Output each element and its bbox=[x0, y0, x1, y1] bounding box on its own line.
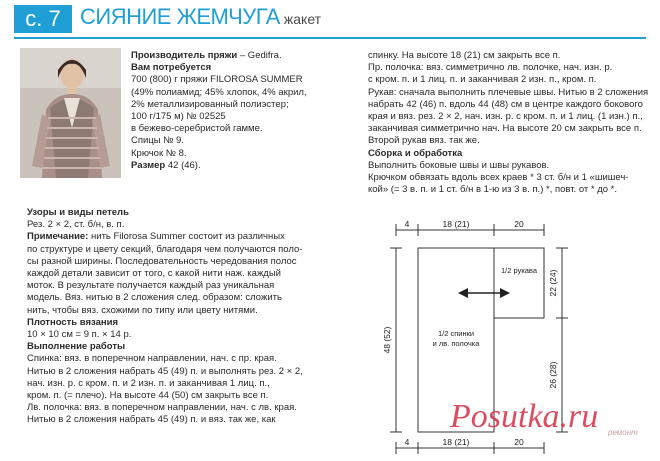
left-text-line-text: по структуре и цвету секций, благодаря чем получаются поло- bbox=[27, 243, 303, 255]
left-text-line-text: моток. В результате получается каждый раз уникальная bbox=[27, 280, 275, 292]
materials-line bbox=[131, 99, 307, 111]
right-text-line bbox=[368, 99, 648, 111]
left-text-line-text: Лв. полочка: вяз. в поперечном направлении, нач. с лв. края. bbox=[27, 402, 297, 414]
bottom-dim-1: 4 bbox=[404, 437, 410, 447]
height-dim: 48 (52) bbox=[382, 326, 392, 354]
right-text-line bbox=[368, 135, 648, 147]
right-text-line-text: заканчивая симметрично нач. На высоте 20 см закрыть все п. bbox=[368, 123, 642, 135]
left-text-line bbox=[27, 292, 303, 304]
materials-line bbox=[131, 148, 307, 160]
bottom-dim-3: 20 bbox=[514, 437, 524, 447]
right-text-line-text: Пр. полочка: вяз. симметрично лв. полочке, нач. изн. р. bbox=[368, 62, 613, 74]
right-text-line bbox=[368, 87, 648, 99]
body-label-2: и лв. полочка bbox=[432, 339, 480, 348]
watermark: Posutka.ru bbox=[450, 398, 599, 435]
left-text-line bbox=[27, 207, 303, 219]
article-subtitle: жакет bbox=[283, 11, 322, 27]
right-text-line bbox=[368, 184, 648, 196]
left-text-line bbox=[27, 268, 303, 280]
materials-line-text: 100 г/175 м) № 02525 bbox=[131, 111, 226, 123]
left-text-line-text: кром. п. (= плечо). На высоте 44 (50) см закрыть все п. bbox=[27, 390, 269, 402]
materials-line-text: (49% полиамид; 45% хлопок, 4% акрил, bbox=[131, 86, 307, 98]
model-photo-illustration bbox=[20, 48, 121, 178]
materials-line-text: 42 (46). bbox=[165, 159, 201, 171]
left-text-line-text: нить, чтобы вяз. схожими по типу или цвету нитями. bbox=[27, 304, 258, 316]
left-text-line bbox=[27, 280, 303, 292]
right-text-line bbox=[368, 172, 648, 184]
right-text-line-text: Второй рукав вяз. так же. bbox=[368, 135, 480, 147]
sleeve-height-dim: 22 (24) bbox=[548, 269, 558, 297]
materials-line-text: Крючок № 8. bbox=[131, 147, 187, 159]
lower-height-dim: 26 (28) bbox=[548, 361, 558, 389]
left-text-line bbox=[27, 353, 303, 365]
materials-line bbox=[131, 123, 307, 135]
right-text-line-text: Выполнить боковые швы и швы рукавов. bbox=[368, 159, 550, 171]
left-text-line-text: Нитью в 2 сложения набрать 45 (49) п. и вяз. так же, как bbox=[27, 414, 276, 426]
left-text-line-text: сы разной ширины. Последовательность чередования полос bbox=[27, 255, 297, 267]
materials-line-text: Спицы № 9. bbox=[131, 135, 184, 147]
left-text-line bbox=[27, 317, 303, 329]
body-label-1: 1/2 спинки bbox=[437, 329, 475, 338]
model-photo bbox=[20, 48, 121, 178]
materials-line-heading: Вам потребуется bbox=[131, 62, 212, 74]
left-text-line-heading: Примечание: bbox=[27, 231, 89, 243]
title-text: СИЯНИЕ ЖЕМЧУГА bbox=[80, 4, 280, 29]
materials-block bbox=[131, 50, 307, 172]
right-text-line bbox=[368, 160, 648, 172]
materials-line bbox=[131, 62, 307, 74]
header-divider bbox=[14, 37, 646, 39]
materials-line bbox=[131, 111, 307, 123]
right-text-line bbox=[368, 50, 648, 62]
left-text-line bbox=[27, 366, 303, 378]
materials-line bbox=[131, 135, 307, 147]
instructions-right bbox=[368, 50, 648, 196]
right-text-line-text: с кром. п. и 1 лиц. п. и заканчивая 2 изн. п., кром. п. bbox=[368, 74, 597, 86]
page-number-badge: с. 7 bbox=[14, 5, 72, 33]
left-text-line bbox=[27, 231, 303, 243]
left-text-line bbox=[27, 378, 303, 390]
right-text-line-text: набрать 42 (46) п. вдоль 44 (48) см в центре каждого бокового bbox=[368, 98, 643, 110]
left-text-line-heading: Узоры и виды петель bbox=[27, 207, 129, 218]
watermark-small: ремонт bbox=[608, 428, 638, 437]
materials-line-text: 2% металлизированный полиэстер; bbox=[131, 98, 289, 110]
sleeve-piece-outline bbox=[494, 248, 544, 318]
left-text-line bbox=[27, 305, 303, 317]
left-text-line bbox=[27, 341, 303, 353]
left-text-line bbox=[27, 256, 303, 268]
materials-line bbox=[131, 87, 307, 99]
left-text-line bbox=[27, 219, 303, 231]
right-text-line bbox=[368, 74, 648, 86]
right-text-line-text: Крючком обвязать вдоль всех краев * 3 ст. б/н и 1 «шишеч- bbox=[368, 172, 629, 184]
left-text-line-text: модель. Вяз. нитью в 2 сложения след. образом: сложить bbox=[27, 292, 282, 304]
left-text-line-text: Нитью в 2 сложения набрать 45 (49) п. и выполнять рез. 2 × 2, bbox=[27, 365, 303, 377]
left-text-line bbox=[27, 402, 303, 414]
direction-arrow-icon bbox=[458, 288, 510, 298]
materials-line bbox=[131, 160, 307, 172]
right-text-line-text: Рукав: сначала выполнить плечевые швы. Нитью в 2 сложения bbox=[368, 86, 649, 98]
right-text-line bbox=[368, 123, 648, 135]
materials-line-text: в бежево-серебристой гамме. bbox=[131, 123, 263, 135]
right-text-line-heading: Сборка и обработка bbox=[368, 147, 463, 159]
top-dim-1: 4 bbox=[404, 219, 410, 229]
left-text-line-text: 10 × 10 см = 9 п. × 14 р. bbox=[27, 329, 132, 341]
left-text-line-text: нить Filorosa Summer состоит из различных bbox=[88, 231, 285, 243]
instructions-left bbox=[27, 207, 303, 427]
left-text-line-text: нач. изн. р. с кром. п. и 2 изн. п. и заканчивая 1 лиц. п., bbox=[27, 377, 270, 389]
sleeve-label: 1/2 рукава bbox=[500, 266, 538, 275]
left-text-line bbox=[27, 390, 303, 402]
left-text-line-heading: Выполнение работы bbox=[27, 341, 126, 353]
article-title bbox=[80, 4, 321, 30]
left-text-line-text: каждой детали зависит от того, с какой нити наж. каждый bbox=[27, 268, 281, 280]
left-text-line bbox=[27, 329, 303, 341]
bottom-dim-2: 18 (21) bbox=[442, 437, 470, 447]
top-dim-2: 18 (21) bbox=[442, 219, 470, 229]
right-text-line bbox=[368, 111, 648, 123]
materials-line-heading: Размер bbox=[131, 159, 166, 171]
materials-line bbox=[131, 74, 307, 86]
left-text-line bbox=[27, 244, 303, 256]
materials-line bbox=[131, 50, 307, 62]
left-text-line-text: Рез. 2 × 2, ст. б/н, в. п. bbox=[27, 219, 125, 231]
materials-line-heading: Производитель пряжи bbox=[131, 50, 238, 61]
left-text-line-text: Спинка: вяз. в поперечном направлении, нач. с пр. края. bbox=[27, 353, 277, 365]
right-text-line-text: спинку. На высоте 18 (21) см закрыть все п. bbox=[368, 50, 561, 61]
top-dim-3: 20 bbox=[514, 219, 524, 229]
materials-line-text: 700 (800) г пряжи FILOROSA SUMMER bbox=[131, 74, 303, 86]
right-text-line bbox=[368, 148, 648, 160]
left-text-line bbox=[27, 414, 303, 426]
right-text-line bbox=[368, 62, 648, 74]
materials-line-text: – Gedifra. bbox=[237, 50, 282, 61]
right-text-line-text: края и вяз. рез. 2 × 2, нач. изн. р. с кром. п. и 1 лиц. (1 изн.) п., bbox=[368, 111, 643, 123]
right-text-line-text: кой» (= 3 в. п. и 1 ст. б/н в 1-ю из 3 в. п.) *, повт. от * до *. bbox=[368, 184, 618, 196]
left-text-line-heading: Плотность вязания bbox=[27, 316, 119, 328]
